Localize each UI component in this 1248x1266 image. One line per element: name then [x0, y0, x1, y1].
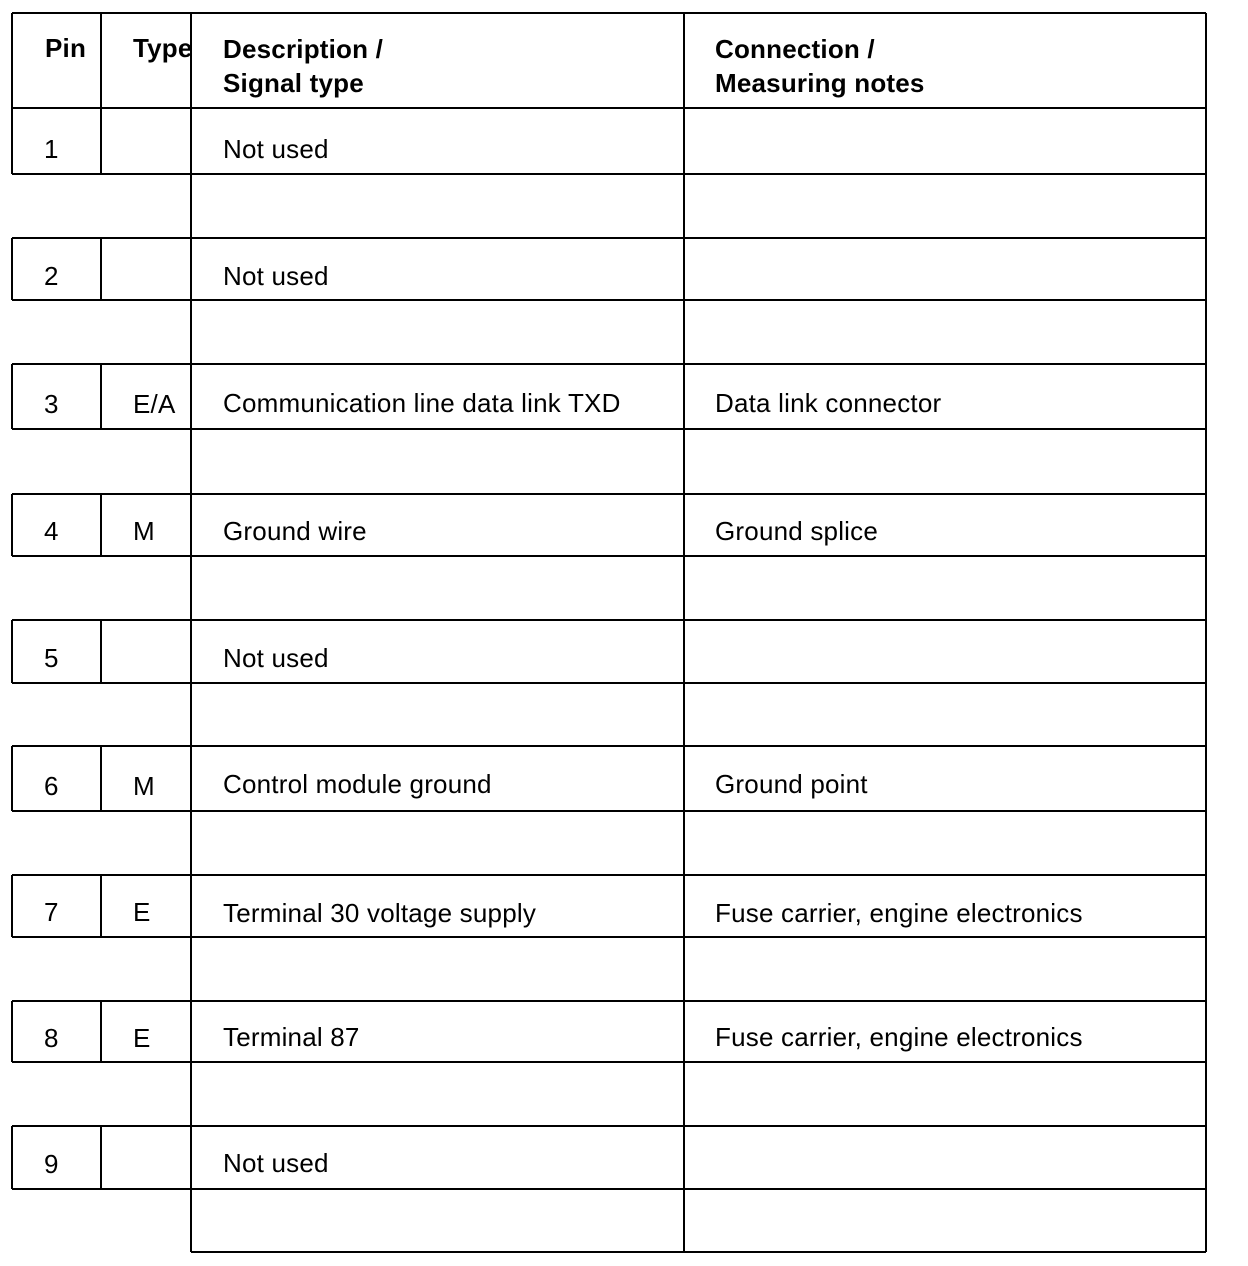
row-7-connection: Fuse carrier, engine electronics	[715, 898, 1083, 928]
header-description-line-2: Signal type	[223, 68, 364, 98]
row-2-pin: 2	[44, 261, 59, 291]
row-6-description: Control module ground	[223, 769, 492, 799]
row-7-type: E	[133, 897, 151, 927]
row-4-type: M	[133, 516, 155, 546]
header-connection-line-2: Measuring notes	[715, 68, 925, 98]
row-8-description: Terminal 87	[223, 1022, 360, 1052]
row-3-description: Communication line data link TXD	[223, 388, 621, 418]
header-pin: Pin	[45, 33, 87, 63]
row-6-pin: 6	[44, 771, 59, 801]
row-6-type: M	[133, 771, 155, 801]
row-2-description: Not used	[223, 261, 329, 291]
header-connection-line-1: Connection /	[715, 34, 875, 64]
row-8-type: E	[133, 1023, 151, 1053]
row-5-description: Not used	[223, 643, 329, 673]
row-3-type: E/A	[133, 389, 176, 419]
row-5-pin: 5	[44, 643, 59, 673]
row-1-description: Not used	[223, 134, 329, 164]
row-8-pin: 8	[44, 1023, 59, 1053]
row-9-description: Not used	[223, 1148, 329, 1178]
header-type: Type	[133, 33, 193, 63]
row-7-description: Terminal 30 voltage supply	[223, 898, 537, 928]
header-connection	[715, 32, 925, 100]
row-7-pin: 7	[44, 897, 59, 927]
row-9-pin: 9	[44, 1149, 59, 1179]
row-4-description: Ground wire	[223, 516, 367, 546]
row-3-pin: 3	[44, 389, 59, 419]
row-1-pin: 1	[44, 134, 59, 164]
row-4-connection: Ground splice	[715, 516, 879, 546]
row-3-connection: Data link connector	[715, 388, 942, 418]
header-description-line-1: Description /	[223, 34, 384, 64]
row-4-pin: 4	[44, 516, 59, 546]
row-6-connection: Ground point	[715, 769, 868, 799]
header-description	[223, 32, 383, 100]
row-8-connection: Fuse carrier, engine electronics	[715, 1022, 1083, 1052]
